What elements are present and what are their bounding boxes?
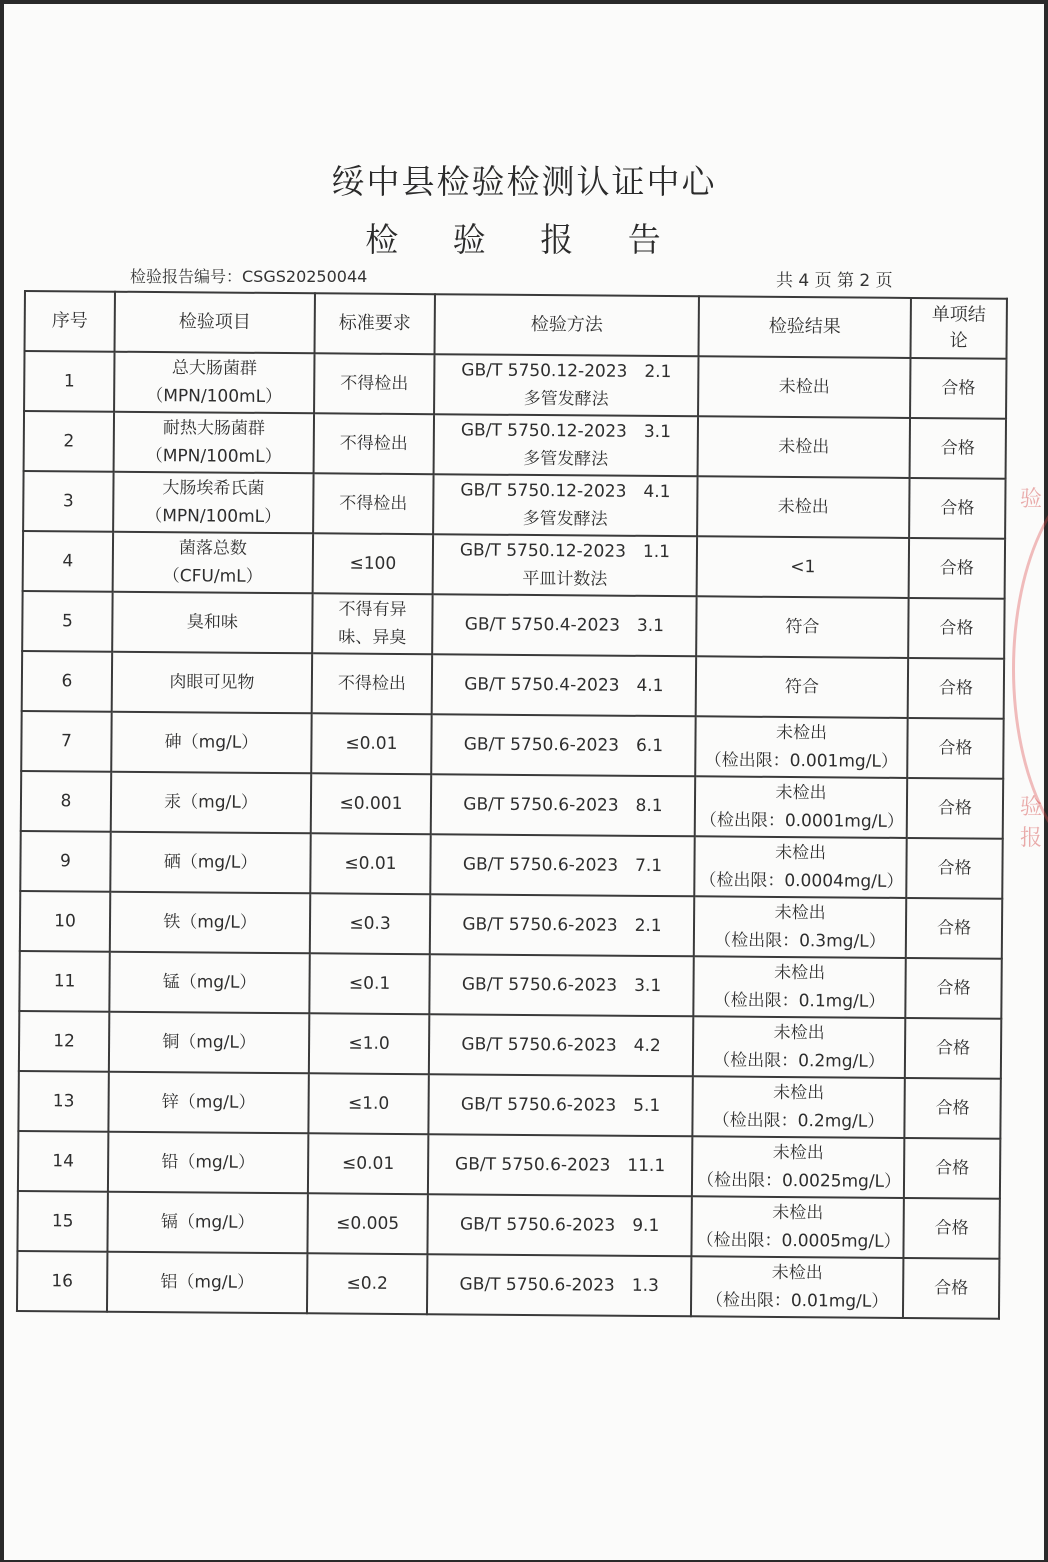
cell-no: 11 — [19, 951, 109, 1012]
cell-item — [110, 832, 310, 894]
cell-requirement-line: ≤0.01 — [344, 853, 397, 874]
cell-result-line: （检出限：0.2mg/L） — [712, 1110, 885, 1132]
cell-requirement-line: ≤0.01 — [342, 1153, 395, 1174]
cell-result-line: 未检出 — [773, 1082, 825, 1104]
cell-conclusion: 合格 — [906, 838, 1002, 899]
cell-method — [433, 474, 697, 536]
cell-item — [109, 1012, 309, 1074]
cell-requirement — [307, 1253, 427, 1314]
cell-item-line: 砷（mg/L） — [164, 732, 259, 753]
col-header-method: 检验方法 — [435, 294, 699, 356]
col-header-requirement: 标准要求 — [315, 293, 435, 354]
cell-method-line: GB/T 5750.6-2023 7.1 — [462, 854, 663, 877]
cell-item-line: （MPN/100mL） — [146, 385, 283, 408]
cell-method-line: GB/T 5750.12-2023 2.1 — [461, 360, 672, 383]
cell-no: 6 — [22, 651, 112, 712]
cell-result — [696, 656, 908, 718]
cell-no: 2 — [24, 411, 114, 472]
cell-method-line: GB/T 5750.12-2023 3.1 — [460, 420, 672, 443]
cell-requirement-line: ≤1.0 — [347, 1093, 390, 1114]
cell-requirement-line: 不得检出 — [337, 673, 406, 695]
cell-requirement — [312, 593, 432, 654]
cell-requirement — [310, 833, 430, 894]
cell-item-line: 汞（mg/L） — [164, 792, 258, 813]
cell-requirement-line: 不得检出 — [340, 373, 409, 395]
cell-requirement — [313, 533, 433, 594]
cell-requirement — [313, 473, 433, 534]
org-title: 绥中县检验检测认证中心 — [331, 162, 717, 201]
cell-requirement-line: ≤0.2 — [346, 1273, 388, 1294]
cell-requirement — [314, 353, 434, 414]
cell-result — [697, 536, 909, 598]
cell-result-line: （检出限：0.2mg/L） — [713, 1050, 885, 1072]
cell-item — [108, 1072, 308, 1134]
cell-method — [432, 654, 696, 716]
cell-no: 14 — [18, 1131, 108, 1192]
table-row — [17, 1191, 999, 1259]
cell-result-line: （检出限：0.0004mg/L） — [699, 870, 904, 892]
cell-result — [698, 416, 910, 478]
cell-result-line: （检出限：0.1mg/L） — [713, 990, 886, 1012]
cell-method-line: GB/T 5750.6-2023 8.1 — [463, 794, 663, 817]
cell-conclusion: 合格 — [909, 478, 1005, 539]
table-row — [23, 471, 1005, 539]
cell-result-line: 未检出 — [777, 496, 829, 518]
cell-method-line: GB/T 5750.4-2023 4.1 — [464, 674, 664, 697]
cell-conclusion: 合格 — [910, 418, 1006, 479]
cell-no: 8 — [21, 771, 111, 832]
cell-no: 7 — [21, 711, 111, 772]
cell-item-line: 铅（mg/L） — [161, 1152, 256, 1173]
cell-method-line: GB/T 5750.4-2023 3.1 — [464, 614, 665, 637]
cell-item-line: 总大肠菌群 — [171, 358, 257, 379]
cell-requirement — [308, 1133, 428, 1194]
cell-requirement-line: 不得有异 — [338, 599, 407, 621]
cell-conclusion: 合格 — [904, 1078, 1000, 1139]
cell-result-line: （检出限：0.0025mg/L） — [696, 1170, 902, 1192]
cell-requirement — [314, 413, 434, 474]
cell-method-line: 多管发酵法 — [523, 388, 609, 410]
cell-result — [693, 1016, 905, 1078]
cell-item-line: 锌（mg/L） — [161, 1092, 256, 1113]
cell-method — [430, 834, 694, 896]
cell-requirement-line: 味、异臭 — [338, 627, 407, 649]
cell-item — [108, 1132, 308, 1194]
cell-no: 13 — [18, 1071, 108, 1132]
cell-item-line: 臭和味 — [186, 612, 238, 633]
cell-requirement-line: 不得检出 — [339, 493, 408, 515]
cell-method-line: 平皿计数法 — [522, 568, 608, 590]
cell-item — [111, 712, 311, 774]
table-row — [20, 891, 1002, 959]
cell-item — [112, 592, 312, 654]
cell-conclusion: 合格 — [903, 1198, 999, 1259]
cell-method — [427, 1254, 691, 1316]
cell-no: 15 — [17, 1191, 107, 1252]
cell-item-line: 耐热大肠菌群 — [162, 418, 265, 439]
cell-method — [430, 894, 694, 956]
cell-method-line: GB/T 5750.6-2023 5.1 — [460, 1094, 661, 1117]
cell-item — [114, 352, 314, 414]
cell-conclusion: 合格 — [905, 1018, 1001, 1079]
cell-no: 10 — [20, 891, 110, 952]
cell-conclusion: 合格 — [907, 718, 1003, 779]
cell-method — [431, 774, 695, 836]
cell-item — [109, 952, 309, 1014]
cell-result — [691, 1256, 903, 1318]
cell-item-line: 铁（mg/L） — [163, 912, 257, 933]
table-row — [19, 1011, 1001, 1079]
cell-result — [695, 716, 907, 778]
cell-result — [694, 896, 906, 958]
cell-result-line: 未检出 — [775, 782, 827, 804]
table-row — [21, 771, 1003, 839]
cell-item — [113, 532, 313, 594]
cell-method-line: GB/T 5750.6-2023 9.1 — [459, 1214, 660, 1237]
cell-item-line: （MPN/100mL） — [145, 445, 282, 468]
cell-result — [692, 1136, 904, 1198]
cell-result-line: 未检出 — [771, 1262, 823, 1284]
cell-no: 12 — [19, 1011, 109, 1072]
cell-item-line: 菌落总数 — [178, 538, 248, 559]
cell-item-line: 锰（mg/L） — [162, 972, 257, 993]
cell-item-line: 肉眼可见物 — [169, 672, 255, 693]
col-header-item: 检验项目 — [115, 292, 315, 354]
cell-no: 3 — [23, 471, 113, 532]
cell-conclusion: 合格 — [908, 598, 1004, 659]
cell-result-line: 未检出 — [772, 1202, 824, 1224]
cell-result-line: 符合 — [785, 616, 820, 638]
cell-item-line: 铜（mg/L） — [162, 1032, 256, 1053]
cell-no: 9 — [20, 831, 110, 892]
cell-method-line: GB/T 5750.6-2023 1.3 — [459, 1274, 659, 1297]
table-row — [21, 711, 1003, 779]
table-row — [17, 1251, 999, 1319]
cell-requirement-line: ≤0.01 — [345, 733, 398, 754]
cell-result-line: （检出限：0.3mg/L） — [714, 930, 886, 952]
cell-requirement-line: ≤100 — [349, 553, 397, 574]
cell-conclusion: 合格 — [905, 958, 1001, 1019]
cell-result — [694, 836, 906, 898]
cell-requirement — [311, 773, 431, 834]
cell-result-line: 符合 — [784, 676, 819, 698]
cell-result-line: 未检出 — [775, 722, 828, 744]
cell-result-line: （检出限：0.01mg/L） — [705, 1290, 889, 1312]
cell-result-line: 未检出 — [778, 436, 830, 458]
col-header-no: 序号 — [25, 291, 115, 352]
cell-no: 16 — [17, 1251, 107, 1312]
cell-item — [111, 772, 311, 834]
stamp-fragment: 验报 — [1020, 795, 1043, 851]
cell-method — [429, 1014, 693, 1076]
cell-no: 4 — [23, 531, 113, 592]
cell-result — [696, 596, 908, 658]
cell-no: 1 — [24, 351, 114, 412]
stamp-fragment: 验 — [1020, 487, 1043, 512]
cell-method — [428, 1074, 692, 1136]
cell-requirement-line: 不得检出 — [339, 433, 408, 455]
cell-item-line: 铝（mg/L） — [160, 1272, 255, 1293]
table-row — [19, 951, 1001, 1019]
results-table — [16, 290, 1008, 1320]
cell-item — [113, 472, 313, 534]
cell-result — [692, 1076, 904, 1138]
cell-requirement — [307, 1193, 427, 1254]
cell-method-line: GB/T 5750.6-2023 4.2 — [461, 1034, 661, 1057]
cell-method-line: 多管发酵法 — [522, 508, 608, 530]
cell-item-line: （CFU/mL） — [162, 566, 263, 587]
cell-result-line: 未检出 — [778, 376, 830, 398]
cell-method — [427, 1194, 691, 1256]
col-header-result: 检验结果 — [699, 296, 911, 358]
cell-item-line: 大肠埃希氏菌 — [162, 478, 265, 499]
table-row — [18, 1071, 1000, 1139]
cell-conclusion: 合格 — [909, 538, 1005, 599]
cell-conclusion: 合格 — [906, 898, 1002, 959]
cell-requirement — [309, 953, 429, 1014]
table-row — [20, 831, 1002, 899]
col-header-conclusion-text: 单项结论 — [931, 304, 986, 352]
cell-method-line: GB/T 5750.12-2023 4.1 — [460, 480, 671, 503]
cell-method-line: 多管发酵法 — [523, 448, 609, 470]
cell-result-line: 未检出 — [775, 842, 827, 864]
page-info: 共 4 页 第 2 页 — [776, 271, 893, 291]
cell-method-line: GB/T 5750.6-2023 2.1 — [462, 914, 662, 937]
cell-result — [693, 956, 905, 1018]
cell-method-line: GB/T 5750.6-2023 3.1 — [461, 974, 662, 997]
cell-requirement-line: ≤0.1 — [348, 973, 391, 994]
cell-result-line: 未检出 — [773, 1022, 825, 1044]
cell-method — [432, 594, 696, 656]
cell-conclusion: 合格 — [907, 778, 1003, 839]
cell-requirement — [310, 893, 430, 954]
table-header-row — [25, 291, 1007, 359]
cell-item-line: （MPN/100mL） — [145, 505, 282, 528]
cell-result-line: （检出限：0.0001mg/L） — [699, 810, 904, 832]
cell-requirement-line: ≤1.0 — [348, 1033, 390, 1054]
cell-method-line: GB/T 5750.6-2023 11.1 — [455, 1154, 666, 1177]
cell-method-line: GB/T 5750.6-2023 6.1 — [463, 734, 664, 757]
col-header-conclusion — [910, 298, 1006, 359]
report-page — [4, 4, 1044, 1560]
cell-method — [433, 534, 697, 596]
cell-requirement-line: ≤0.001 — [339, 793, 403, 814]
cell-requirement-line: ≤0.005 — [336, 1213, 400, 1234]
cell-item-line: 镉（mg/L） — [160, 1212, 255, 1233]
table-row — [24, 411, 1006, 479]
cell-result-line: 未检出 — [774, 902, 826, 924]
cell-result — [698, 356, 910, 418]
cell-result — [691, 1196, 903, 1258]
cell-conclusion: 合格 — [904, 1138, 1000, 1199]
table-row — [24, 351, 1006, 419]
cell-result-line: （检出限：0.001mg/L） — [704, 750, 899, 772]
cell-requirement-line: ≤0.3 — [349, 913, 391, 934]
cell-result-line: 未检出 — [772, 1142, 824, 1164]
doc-title: 检 验 报 告 — [365, 220, 683, 259]
table-row — [22, 591, 1004, 659]
cell-result — [697, 476, 909, 538]
cell-method — [434, 414, 698, 476]
cell-item-line: 硒（mg/L） — [163, 852, 258, 873]
cell-method — [429, 954, 693, 1016]
cell-result-line: （检出限：0.0005mg/L） — [696, 1230, 901, 1252]
cell-item — [112, 652, 312, 714]
cell-method — [431, 714, 695, 776]
cell-item — [110, 892, 310, 954]
cell-result — [695, 776, 907, 838]
table-row — [22, 651, 1004, 719]
cell-requirement — [308, 1073, 428, 1134]
cell-method — [428, 1134, 692, 1196]
cell-result-line: 未检出 — [774, 962, 826, 984]
cell-item — [114, 412, 314, 474]
cell-requirement — [311, 713, 431, 774]
table-row — [23, 531, 1005, 599]
cell-method — [434, 354, 698, 416]
cell-requirement — [309, 1013, 429, 1074]
cell-conclusion: 合格 — [910, 358, 1006, 419]
table-row — [18, 1131, 1000, 1199]
cell-item — [107, 1192, 307, 1254]
cell-conclusion: 合格 — [908, 658, 1004, 719]
report-number: 检验报告编号：CSGS20250044 — [130, 267, 368, 286]
cell-item — [107, 1252, 307, 1314]
cell-result-line: <1 — [790, 557, 816, 578]
cell-requirement — [312, 653, 432, 714]
cell-conclusion: 合格 — [903, 1258, 999, 1319]
cell-no: 5 — [22, 591, 112, 652]
cell-method-line: GB/T 5750.12-2023 1.1 — [459, 540, 671, 563]
